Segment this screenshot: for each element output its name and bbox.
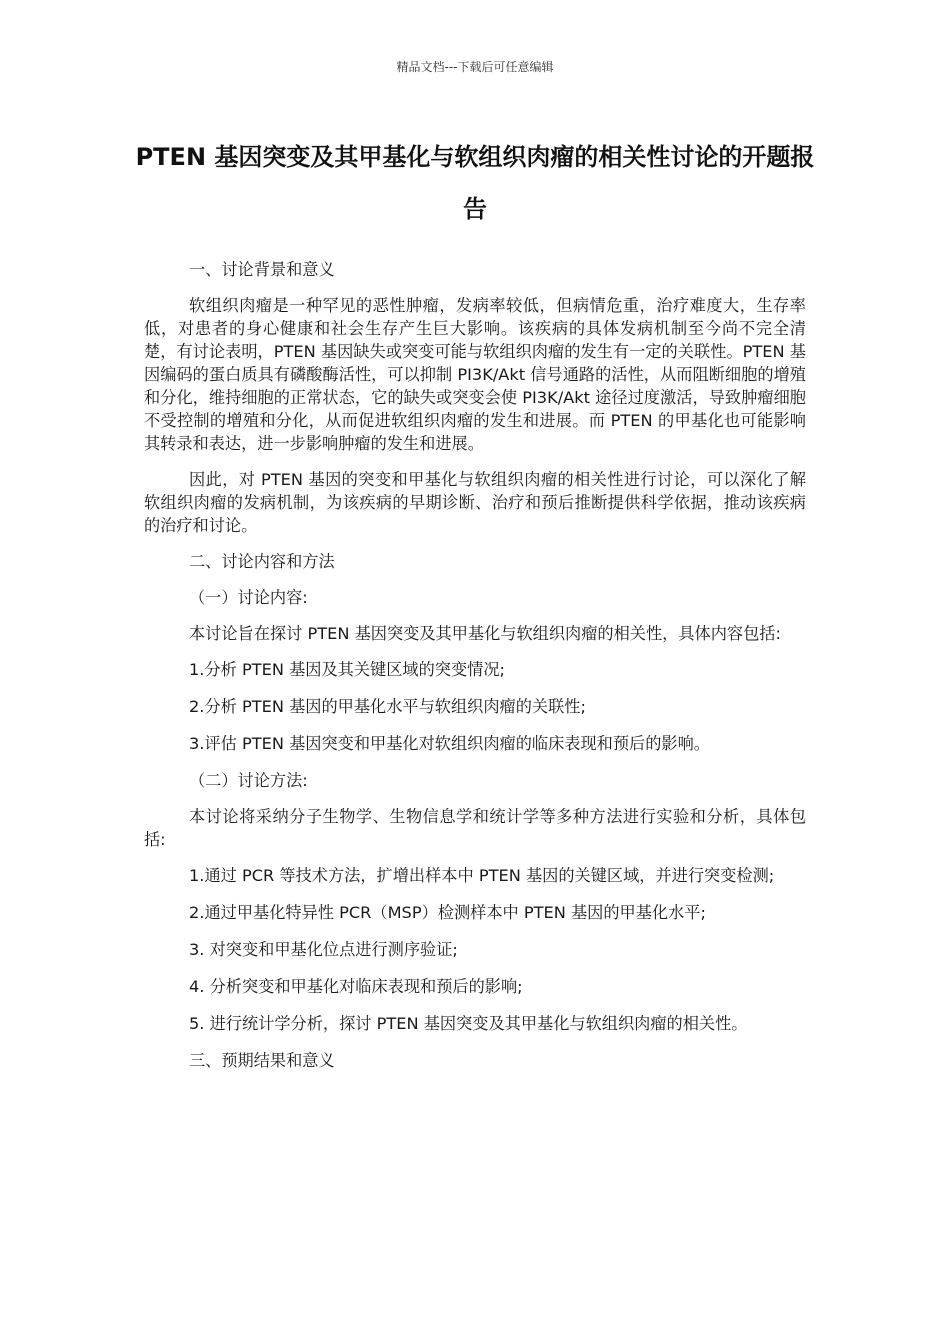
document-title: PTEN 基因突变及其甲基化与软组织肉瘤的相关性讨论的开题报告 [135, 143, 815, 223]
list-item: 1.分析 PTEN 基因及其关键区域的突变情况; [189, 660, 505, 679]
list-item: 3. 对突变和甲基化位点进行测序验证; [189, 940, 458, 959]
document-body [144, 258, 806, 1085]
list-item: 5. 进行统计学分析，探讨 PTEN 基因突变及其甲基化与软组织肉瘤的相关性。 [189, 1014, 748, 1033]
list-item: 4. 分析突变和甲基化对临床表现和预后的影响; [189, 977, 523, 996]
paragraph: 本讨论旨在探讨 PTEN 基因突变及其甲基化与软组织肉瘤的相关性，具体内容包括: [189, 624, 781, 643]
paragraph: 因此，对 PTEN 基因的突变和甲基化与软组织肉瘤的相关性进行讨论，可以深化了解软组织肉瘤的发病机制，为该疾病的早期诊断、治疗和预后推断提供科学依据，推动该疾病的治疗和讨论。 [144, 470, 806, 535]
list-item: 2.通过甲基化特异性 PCR（MSP）检测样本中 PTEN 基因的甲基化水平; [189, 903, 706, 922]
list-item: 3.评估 PTEN 基因突变和甲基化对软组织肉瘤的临床表现和预后的影响。 [189, 734, 710, 753]
header-note: 精品文档---下载后可任意编辑 [396, 60, 554, 74]
list-item: 2.分析 PTEN 基因的甲基化水平与软组织肉瘤的关联性; [189, 697, 586, 716]
section-heading-2: 二、讨论内容和方法 [189, 552, 335, 571]
subsection-heading-content: （一）讨论内容: [189, 588, 308, 607]
section-heading-3: 三、预期结果和意义 [189, 1051, 335, 1070]
paragraph: 本讨论将采纳分子生物学、生物信息学和统计学等多种方法进行实验和分析，具体包括: [144, 807, 806, 849]
section-heading-1: 一、讨论背景和意义 [189, 260, 335, 279]
list-item: 1.通过 PCR 等技术方法，扩增出样本中 PTEN 基因的关键区域，并进行突变检测; [189, 866, 775, 885]
subsection-heading-method: （二）讨论方法: [189, 771, 308, 790]
paragraph: 软组织肉瘤是一种罕见的恶性肿瘤，发病率较低，但病情危重，治疗难度大，生存率低，对患者的身心健康和社会生存产生巨大影响。该疾病的具体发病机制至今尚不完全清楚，有讨论表明，PTEN 基因缺失或突变可能与软组织肉瘤的发生有一定的关联性。PTEN 基因编码的蛋白质具有磷酸酶活性，可以抑制 PI3K/Akt 信号通路的活性，从而阻断细胞的增殖和分化，维持细胞的正常状态，它的缺失或突变会使 PI3K/Akt 途径过度激活，导致肿瘤细胞不受控制的增殖和分化，从而促进软组织肉瘤的发生和进展。而 PTEN 的甲基化也可能影响其转录和表达，进一步影响肿瘤的发生和进展。 [144, 296, 806, 453]
